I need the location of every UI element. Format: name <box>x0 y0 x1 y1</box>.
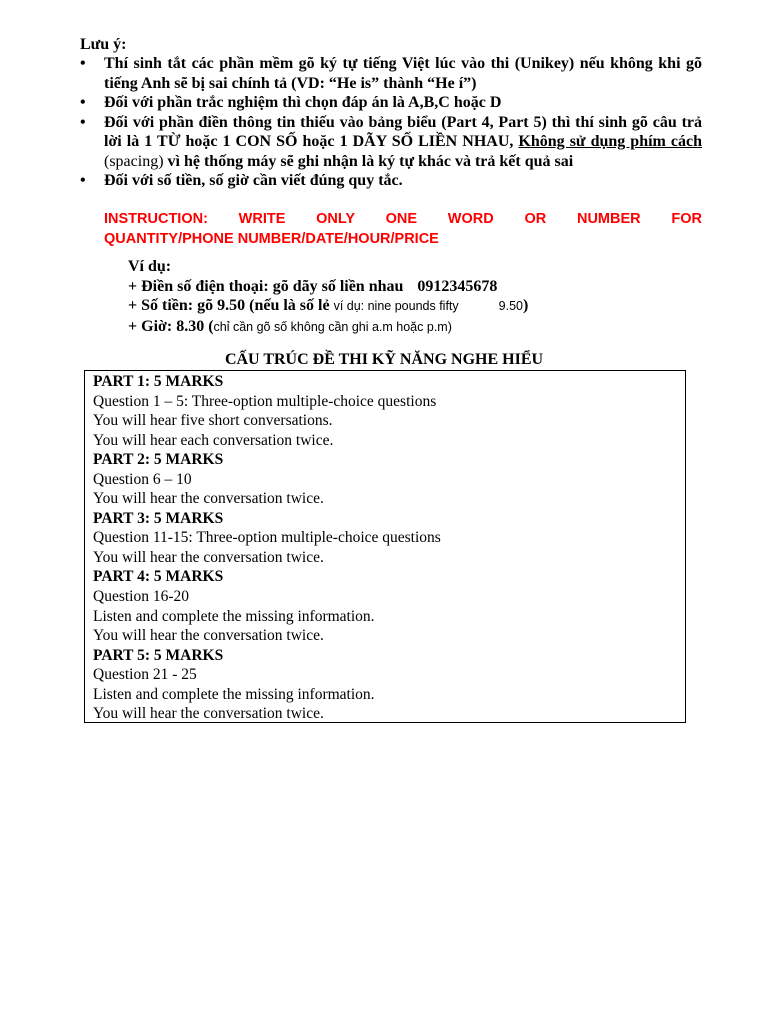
bullet-icon: • <box>80 172 86 189</box>
instruction-line-1: INSTRUCTION: WRITE ONLY ONE WORD OR NUMBER FOR <box>104 211 702 227</box>
note-item <box>80 113 702 172</box>
part-line: Question 1 – 5: Three-option multiple-choice questions <box>93 392 437 410</box>
structure-box <box>84 370 686 723</box>
note-underlined-text: Không sử dụng phím cách <box>518 133 703 150</box>
example-time-text: + Giờ: 8.30 ( <box>128 317 214 335</box>
part-heading: PART 3: 5 MARKS <box>93 509 224 527</box>
part-line: Listen and complete the missing information. <box>93 685 375 703</box>
note-item <box>80 171 702 191</box>
example-phone-value: 0912345678 <box>417 277 498 295</box>
part-line: You will hear the conversation twice. <box>93 548 324 566</box>
part-line: You will hear the conversation twice. <box>93 627 324 645</box>
note-spacing-text: (spacing) <box>104 152 164 170</box>
example-money-close: ) <box>523 297 529 314</box>
example-phone <box>128 277 528 297</box>
part-heading: PART 4: 5 MARKS <box>93 568 224 586</box>
note-item <box>80 93 702 113</box>
example-money-small: ví dụ: nine pounds fifty <box>333 299 459 313</box>
note-text: Thí sinh tắt các phần mềm gõ ký tự tiếng Việt lúc vào thi (Unikey) nếu không khi gõ tiếng Anh sẽ bị sai chính tả (VD: “He is” thành “He í”) <box>104 55 702 92</box>
part-heading: PART 5: 5 MARKS <box>93 646 224 664</box>
part-line: Question 11-15: Three-option multiple-choice questions <box>93 529 441 547</box>
example-label: Ví dụ: <box>128 258 172 275</box>
section-title: CẤU TRÚC ĐỀ THI KỸ NĂNG NGHE HIỂU <box>224 351 544 368</box>
note-text-after: vì hệ thống máy sẽ ghi nhận là ký tự khác và trả kết quả sai <box>163 152 574 170</box>
note-item <box>80 54 702 93</box>
part-line: Question 16-20 <box>93 588 190 606</box>
example-time-small: chỉ cần gõ số không cần ghi a.m hoặc p.m) <box>213 319 452 334</box>
example-money <box>128 296 528 317</box>
example-phone-text: + Điền số điện thoại: gõ dãy số liền nhau <box>128 277 404 295</box>
note-text: Đối với phần điền thông tin thiếu vào bảng biểu (Part 4, Part 5) thì thí sinh gõ câu trả lời là 1 TỪ hoặc 1 CON SỐ hoặc 1 DÃY SỐ LIỀN NHAU, <box>104 113 702 150</box>
notes-list <box>80 54 702 191</box>
note-title: Lưu ý: <box>80 36 127 53</box>
part-heading: PART 2: 5 MARKS <box>93 451 224 469</box>
bullet-icon: • <box>80 55 86 72</box>
example-money-value: 9.50 <box>498 299 523 313</box>
part-line: Question 21 - 25 <box>93 666 197 684</box>
part-line: Listen and complete the missing information. <box>93 607 375 625</box>
part-line: You will hear the conversation twice. <box>93 490 324 508</box>
part-line: You will hear the conversation twice. <box>93 705 324 723</box>
part-heading: PART 1: 5 MARKS <box>93 373 224 390</box>
example-time <box>128 317 528 338</box>
part-line: You will hear five short conversations. <box>93 412 333 430</box>
note-text: Đối với phần trắc nghiệm thì chọn đáp án là A,B,C hoặc D <box>104 94 502 111</box>
bullet-icon: • <box>80 94 86 111</box>
example-money-text: + Số tiền: gõ 9.50 (nếu là số lẻ <box>128 297 330 314</box>
instruction-block <box>104 210 702 249</box>
bullet-icon: • <box>80 113 86 131</box>
part-line: You will hear each conversation twice. <box>93 431 334 449</box>
example-block <box>128 257 528 337</box>
instruction-line-2: QUANTITY/PHONE NUMBER/DATE/HOUR/PRICE <box>104 230 439 247</box>
note-text: Đối với số tiền, số giờ cần viết đúng quy tắc. <box>104 172 403 189</box>
part-line: Question 6 – 10 <box>93 470 192 488</box>
